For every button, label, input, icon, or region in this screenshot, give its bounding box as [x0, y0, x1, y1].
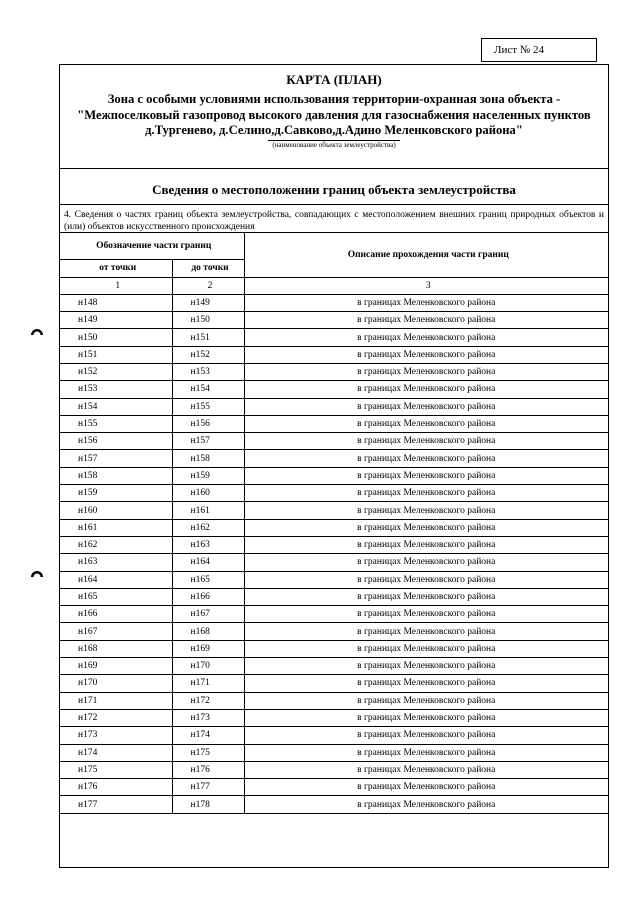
from-point-cell: н163 — [60, 554, 172, 571]
section-title: Сведения о местоположении границ объекта землеустройства — [60, 175, 608, 205]
table-row — [60, 675, 608, 692]
from-point-cell: н176 — [60, 779, 172, 796]
from-point-cell: н153 — [60, 381, 172, 398]
description-cell: в границах Меленковского района — [244, 554, 608, 571]
description-cell: в границах Меленковского района — [244, 433, 608, 450]
table-row — [60, 381, 608, 398]
to-point-cell: н163 — [172, 536, 244, 553]
from-point-cell: н152 — [60, 363, 172, 380]
to-point-cell: н167 — [172, 606, 244, 623]
description-cell: в границах Меленковского района — [244, 744, 608, 761]
to-point-cell: н174 — [172, 727, 244, 744]
table-row — [60, 554, 608, 571]
from-point-cell: н150 — [60, 329, 172, 346]
to-point-cell: н173 — [172, 709, 244, 726]
to-point-cell: н150 — [172, 312, 244, 329]
table-body — [60, 294, 608, 813]
description-cell: в границах Меленковского района — [244, 779, 608, 796]
table-row — [60, 346, 608, 363]
to-point-cell: н169 — [172, 640, 244, 657]
column-number-2: 2 — [172, 277, 244, 294]
table-header-row — [60, 233, 608, 259]
sheet-number: Лист № 24 — [494, 44, 545, 56]
table-row — [60, 502, 608, 519]
to-point-cell: н164 — [172, 554, 244, 571]
from-point-cell: н166 — [60, 606, 172, 623]
from-point-cell: н177 — [60, 796, 172, 813]
object-caption — [60, 141, 608, 150]
table-row — [60, 709, 608, 726]
description-cell: в границах Меленковского района — [244, 450, 608, 467]
table-row — [60, 329, 608, 346]
table-row — [60, 623, 608, 640]
table-row — [60, 761, 608, 778]
from-point-cell: н159 — [60, 485, 172, 502]
description-cell: в границах Меленковского района — [244, 381, 608, 398]
from-point-cell: н151 — [60, 346, 172, 363]
from-point-cell: н149 — [60, 312, 172, 329]
from-point-cell: н171 — [60, 692, 172, 709]
from-point-cell: н169 — [60, 658, 172, 675]
column-number-1: 1 — [60, 277, 172, 294]
from-point-cell: н158 — [60, 467, 172, 484]
to-point-cell: н177 — [172, 779, 244, 796]
description-cell: в границах Меленковского района — [244, 658, 608, 675]
table-row — [60, 692, 608, 709]
to-point-cell: н151 — [172, 329, 244, 346]
description-cell: в границах Меленковского района — [244, 519, 608, 536]
table-row — [60, 415, 608, 432]
map-title: КАРТА (ПЛАН) — [286, 72, 382, 87]
table-row — [60, 312, 608, 329]
to-point-cell: н154 — [172, 381, 244, 398]
description-cell: в границах Меленковского района — [244, 796, 608, 813]
from-point-cell: н161 — [60, 519, 172, 536]
table-row — [60, 744, 608, 761]
description-cell: в границах Меленковского района — [244, 312, 608, 329]
to-point-cell: н162 — [172, 519, 244, 536]
description-cell: в границах Меленковского района — [244, 727, 608, 744]
from-point-cell: н172 — [60, 709, 172, 726]
to-point-cell: н178 — [172, 796, 244, 813]
description-cell: в границах Меленковского района — [244, 467, 608, 484]
description-cell: в границах Меленковского района — [244, 709, 608, 726]
zone-title: Зона с особыми условиями использования территории-охранная зона объекта -"Межпоселковый газопровод высокого давления для газоснабжения населенных пунктов д.Тургенево, д.Селино,д.Савково,д.Адино Меленковского района" — [77, 92, 591, 137]
from-point-cell: н170 — [60, 675, 172, 692]
punch-hole-mark-top — [30, 322, 44, 336]
table-row — [60, 606, 608, 623]
to-point-cell: н165 — [172, 571, 244, 588]
description-cell: в границах Меленковского района — [244, 294, 608, 311]
table-row — [60, 571, 608, 588]
to-point-cell: н155 — [172, 398, 244, 415]
to-point-cell: н176 — [172, 761, 244, 778]
table-row — [60, 467, 608, 484]
from-point-cell: н167 — [60, 623, 172, 640]
group-header: Обозначение части границ — [60, 233, 244, 259]
to-point-cell: н152 — [172, 346, 244, 363]
to-point-cell: н160 — [172, 485, 244, 502]
from-point-cell: н155 — [60, 415, 172, 432]
description-cell: в границах Меленковского района — [244, 623, 608, 640]
from-point-cell: н160 — [60, 502, 172, 519]
to-point-cell: н170 — [172, 658, 244, 675]
sheet-number-box — [481, 38, 597, 62]
table-row — [60, 658, 608, 675]
table-row — [60, 640, 608, 657]
punch-hole-mark-bottom — [30, 564, 44, 578]
to-point-cell: н175 — [172, 744, 244, 761]
from-header: от точки — [60, 259, 172, 277]
description-cell: в границах Меленковского района — [244, 485, 608, 502]
to-point-cell: н156 — [172, 415, 244, 432]
to-point-cell: н171 — [172, 675, 244, 692]
from-point-cell: н154 — [60, 398, 172, 415]
description-cell: в границах Меленковского района — [244, 346, 608, 363]
to-point-cell: н153 — [172, 363, 244, 380]
object-caption-text: (наименование объекта землеустройства) — [268, 140, 399, 149]
description-cell: в границах Меленковского района — [244, 363, 608, 380]
table-row — [60, 727, 608, 744]
description-cell: в границах Меленковского района — [244, 536, 608, 553]
table-row — [60, 796, 608, 813]
table-row — [60, 363, 608, 380]
from-point-cell: н156 — [60, 433, 172, 450]
description-cell: в границах Меленковского района — [244, 398, 608, 415]
table-row — [60, 536, 608, 553]
title-block — [60, 65, 608, 169]
to-point-cell: н149 — [172, 294, 244, 311]
from-point-cell: н168 — [60, 640, 172, 657]
table-row — [60, 433, 608, 450]
description-cell: в границах Меленковского района — [244, 692, 608, 709]
to-point-cell: н166 — [172, 588, 244, 605]
table-row — [60, 294, 608, 311]
description-cell: в границах Меленковского района — [244, 606, 608, 623]
desc-header: Описание прохождения части границ — [244, 233, 608, 277]
description-cell: в границах Меленковского района — [244, 502, 608, 519]
from-point-cell: н174 — [60, 744, 172, 761]
to-header: до точки — [172, 259, 244, 277]
from-point-cell: н165 — [60, 588, 172, 605]
from-point-cell: н157 — [60, 450, 172, 467]
column-number-3: 3 — [244, 277, 608, 294]
column-number-row — [60, 277, 608, 294]
description-cell: в границах Меленковского района — [244, 329, 608, 346]
to-point-cell: н157 — [172, 433, 244, 450]
table-row — [60, 588, 608, 605]
to-point-cell: н158 — [172, 450, 244, 467]
to-point-cell: н168 — [172, 623, 244, 640]
description-cell: в границах Меленковского района — [244, 588, 608, 605]
description-cell: в границах Меленковского района — [244, 571, 608, 588]
from-point-cell: н164 — [60, 571, 172, 588]
description-cell: в границах Меленковского района — [244, 675, 608, 692]
table-row — [60, 485, 608, 502]
description-cell: в границах Меленковского района — [244, 415, 608, 432]
to-point-cell: н159 — [172, 467, 244, 484]
boundary-table — [60, 233, 608, 814]
to-point-cell: н172 — [172, 692, 244, 709]
section-description: 4. Сведения о частях границ объекта землеустройства, совпадающих с местоположением внешних границ природных объектов и (или) объектов искусственного происхождения — [60, 205, 608, 233]
from-point-cell: н148 — [60, 294, 172, 311]
table-row — [60, 519, 608, 536]
from-point-cell: н162 — [60, 536, 172, 553]
document-frame — [59, 64, 609, 868]
table-row — [60, 779, 608, 796]
description-cell: в границах Меленковского района — [244, 761, 608, 778]
from-point-cell: н173 — [60, 727, 172, 744]
description-cell: в границах Меленковского района — [244, 640, 608, 657]
table-row — [60, 450, 608, 467]
table-row — [60, 398, 608, 415]
from-point-cell: н175 — [60, 761, 172, 778]
to-point-cell: н161 — [172, 502, 244, 519]
